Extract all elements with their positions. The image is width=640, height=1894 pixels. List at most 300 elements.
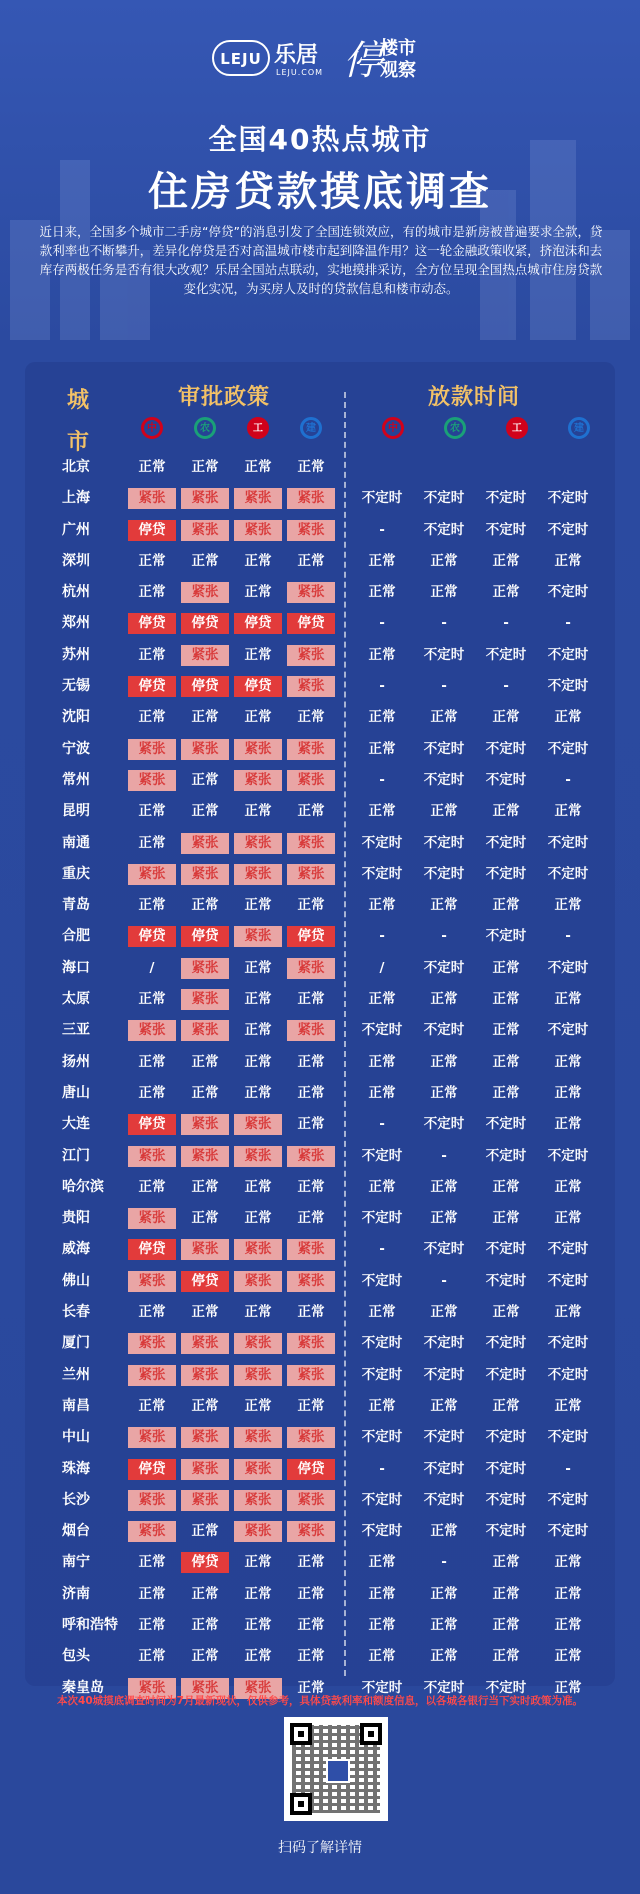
disburse-cell: 正常	[368, 709, 396, 726]
approval-cell: 正常	[297, 1679, 325, 1696]
disburse-cell: 正常	[430, 1523, 458, 1540]
approval-cell: 紧张	[234, 1333, 282, 1354]
disburse-cell: 正常	[368, 1648, 396, 1665]
qr-caption: 扫码了解详情	[278, 1840, 362, 1856]
approval-cell: 正常	[138, 1585, 166, 1602]
approval-cell: 正常	[191, 709, 219, 726]
city-name: 呼和浩特	[62, 1616, 118, 1633]
disburse-cell: 正常	[492, 1648, 520, 1665]
disburse-cell: 正常	[492, 584, 520, 601]
approval-cell: 紧张	[234, 1459, 282, 1480]
approval-cell: 正常	[297, 1554, 325, 1571]
approval-cell: 正常	[191, 897, 219, 914]
approval-cell: 紧张	[128, 1427, 176, 1448]
disburse-cell: 不定时	[361, 1147, 403, 1164]
icbc-icon: 工	[506, 417, 528, 439]
approval-cell: 紧张	[287, 488, 335, 509]
table-row	[0, 1234, 640, 1265]
approval-cell: 紧张	[287, 1020, 335, 1041]
approval-cell: 正常	[297, 1053, 325, 1070]
leju-logo-url: LEJU.COM	[276, 68, 324, 77]
disburse-cell: 不定时	[547, 1491, 589, 1508]
city-name: 南通	[62, 834, 90, 851]
disburse-cell: 正常	[492, 1397, 520, 1414]
disburse-cell: 正常	[492, 1178, 520, 1195]
disburse-cell: 正常	[554, 1679, 582, 1696]
approval-cell: 正常	[297, 1178, 325, 1195]
city-name: 哈尔滨	[62, 1178, 104, 1195]
disburse-cell: /	[379, 959, 385, 976]
disburse-cell: 正常	[554, 552, 582, 569]
approval-cell: 正常	[297, 1116, 325, 1133]
disburse-cell: 正常	[492, 1585, 520, 1602]
disburse-cell: 不定时	[485, 1460, 527, 1477]
approval-cell: 正常	[138, 552, 166, 569]
boc-icon: 中	[382, 417, 404, 439]
disburse-cell: -	[441, 928, 447, 945]
approval-cell: 正常	[244, 459, 272, 475]
approval-cell: 紧张	[128, 1146, 176, 1167]
city-name: 厦门	[62, 1335, 90, 1352]
disburse-cell: 不定时	[547, 740, 589, 757]
table-row	[0, 1485, 640, 1516]
approval-cell: 紧张	[287, 645, 335, 666]
disburse-cell: 不定时	[361, 1523, 403, 1540]
qr-finder-top-right	[360, 1723, 382, 1745]
disburse-cell: -	[565, 1460, 571, 1477]
disburse-cell: -	[441, 1554, 447, 1571]
approval-cell: 正常	[297, 1616, 325, 1633]
approval-cell: 正常	[191, 459, 219, 475]
disburse-cell: 不定时	[361, 1366, 403, 1383]
city-name: 烟台	[62, 1523, 90, 1540]
disburse-cell: 不定时	[361, 834, 403, 851]
disburse-cell: -	[379, 1241, 385, 1258]
approval-cell: 正常	[138, 1178, 166, 1195]
disburse-cell: 正常	[554, 1178, 582, 1195]
disburse-cell: 正常	[430, 1210, 458, 1227]
table-row	[0, 671, 640, 702]
disburse-cell: 正常	[430, 1397, 458, 1414]
abc-icon: 农	[444, 417, 466, 439]
approval-cell: 紧张	[234, 488, 282, 509]
approval-cell: 紧张	[181, 833, 229, 854]
disburse-cell: 不定时	[485, 771, 527, 788]
table-row	[0, 1109, 640, 1140]
leju-logo[interactable]: LEJU	[212, 40, 270, 76]
city-name: 太原	[62, 991, 90, 1008]
table-row	[0, 1266, 640, 1297]
approval-cell: 紧张	[234, 739, 282, 760]
approval-cell: 紧张	[181, 1490, 229, 1511]
approval-cell: 紧张	[181, 864, 229, 885]
disburse-cell: -	[441, 615, 447, 632]
city-name: 长沙	[62, 1491, 90, 1508]
approval-cell: 正常	[244, 1554, 272, 1571]
disburse-cell: 不定时	[547, 1272, 589, 1289]
table-row	[0, 796, 640, 827]
approval-cell: 正常	[244, 803, 272, 820]
disburse-cell: 不定时	[485, 1147, 527, 1164]
table-row	[0, 1015, 640, 1046]
table-row	[0, 890, 640, 921]
approval-cell: 紧张	[287, 1521, 335, 1542]
disburse-cell: 不定时	[423, 1366, 465, 1383]
table-row	[0, 1516, 640, 1547]
city-name: 上海	[62, 490, 90, 507]
table-row	[0, 1610, 640, 1641]
title-line1: 全国40热点城市	[208, 123, 432, 156]
disburse-cell: 正常	[492, 1616, 520, 1633]
table-row	[0, 546, 640, 577]
disburse-cell: 不定时	[361, 490, 403, 507]
approval-cell: 正常	[191, 552, 219, 569]
disburse-cell: 不定时	[423, 771, 465, 788]
city-name: 大连	[62, 1116, 90, 1133]
disburse-cell: 不定时	[423, 646, 465, 663]
approval-cell: 紧张	[128, 1678, 176, 1699]
disburse-cell: 不定时	[547, 1335, 589, 1352]
table-row	[0, 1328, 640, 1359]
approval-cell: 紧张	[234, 833, 282, 854]
approval-cell: 紧张	[128, 1490, 176, 1511]
city-name: 兰州	[62, 1366, 90, 1383]
approval-cell: 停贷	[234, 676, 282, 697]
approval-cell: 紧张	[181, 739, 229, 760]
approval-cell: 正常	[244, 1210, 272, 1227]
approval-cell: 正常	[191, 1210, 219, 1227]
disburse-cell: 不定时	[547, 646, 589, 663]
disburse-cell: 正常	[492, 552, 520, 569]
approval-cell: 正常	[297, 1304, 325, 1321]
approval-cell: 正常	[138, 1554, 166, 1571]
disburse-cell: 正常	[554, 1084, 582, 1101]
disburse-cell: -	[565, 928, 571, 945]
approval-cell: 正常	[138, 897, 166, 914]
disburse-cell: 不定时	[423, 1429, 465, 1446]
approval-cell: 正常	[297, 991, 325, 1008]
disburse-cell: 不定时	[423, 1460, 465, 1477]
approval-cell: 正常	[191, 771, 219, 788]
approval-cell: 紧张	[287, 1427, 335, 1448]
disburse-cell: 正常	[492, 897, 520, 914]
approval-cell: 正常	[244, 1084, 272, 1101]
disburse-cell: 正常	[554, 1210, 582, 1227]
disburse-cell: 不定时	[547, 490, 589, 507]
disburse-cell: 正常	[368, 1304, 396, 1321]
disburse-cell: 正常	[368, 552, 396, 569]
city-name: 唐山	[62, 1084, 90, 1101]
disburse-cell: 不定时	[547, 1022, 589, 1039]
approval-cell: 正常	[297, 803, 325, 820]
approval-cell: 紧张	[287, 520, 335, 541]
disburse-cell: 不定时	[423, 1335, 465, 1352]
table-row	[0, 640, 640, 671]
qr-finder-bottom-left	[290, 1793, 312, 1815]
disburse-cell: 不定时	[423, 740, 465, 757]
approval-cell: 正常	[297, 1397, 325, 1414]
approval-cell: 紧张	[234, 1678, 282, 1699]
approval-cell: 紧张	[287, 770, 335, 791]
city-name: 珠海	[62, 1460, 90, 1477]
disburse-cell: 不定时	[485, 1429, 527, 1446]
disburse-cell: -	[379, 928, 385, 945]
disburse-cell: 不定时	[547, 678, 589, 695]
approval-cell: 紧张	[128, 1020, 176, 1041]
disburse-cell: 不定时	[547, 1523, 589, 1540]
qr-code[interactable]	[284, 1717, 388, 1821]
disburse-header: 放款时间	[428, 385, 521, 410]
city-name: 贵阳	[62, 1210, 90, 1227]
disburse-cell: -	[379, 615, 385, 632]
disburse-cell: -	[441, 678, 447, 695]
disburse-cell: 正常	[430, 552, 458, 569]
disburse-cell: 正常	[554, 709, 582, 726]
table-row	[0, 1047, 640, 1078]
qr-center-logo	[326, 1759, 350, 1783]
approval-cell: 正常	[138, 1648, 166, 1665]
approval-cell: 停贷	[128, 1239, 176, 1260]
disburse-cell: 不定时	[423, 490, 465, 507]
approval-cell: 正常	[191, 1084, 219, 1101]
disburse-cell: -	[503, 615, 509, 632]
approval-cell: 紧张	[234, 1271, 282, 1292]
approval-cell: 紧张	[287, 582, 335, 603]
approval-cell: 正常	[138, 991, 166, 1008]
approval-cell: 紧张	[234, 770, 282, 791]
disburse-cell: 正常	[554, 1616, 582, 1633]
city-name: 常州	[62, 771, 90, 788]
disburse-cell: 不定时	[361, 1272, 403, 1289]
approval-cell: 紧张	[287, 1490, 335, 1511]
city-name: 北京	[62, 459, 90, 475]
table-row	[0, 452, 640, 483]
disburse-cell: 不定时	[485, 646, 527, 663]
approval-cell: 停贷	[128, 1459, 176, 1480]
disburse-cell: 不定时	[485, 490, 527, 507]
disburse-cell: 不定时	[361, 1491, 403, 1508]
disburse-cell: 正常	[430, 1648, 458, 1665]
approval-cell: 紧张	[181, 1114, 229, 1135]
disburse-cell: 正常	[554, 1397, 582, 1414]
approval-cell: 紧张	[287, 958, 335, 979]
approval-cell: 正常	[191, 1648, 219, 1665]
disburse-cell: -	[441, 1147, 447, 1164]
approval-cell: 正常	[244, 1397, 272, 1414]
approval-cell: 正常	[244, 646, 272, 663]
boc-icon: 中	[141, 417, 163, 439]
city-name: 海口	[62, 959, 90, 976]
approval-cell: 紧张	[287, 1271, 335, 1292]
approval-cell: 紧张	[234, 1365, 282, 1386]
approval-cell: 停贷	[181, 1552, 229, 1573]
abc-icon: 农	[194, 417, 216, 439]
disburse-cell: 正常	[368, 1554, 396, 1571]
approval-cell: 正常	[244, 1022, 272, 1039]
approval-cell: 正常	[297, 552, 325, 569]
approval-cell: 正常	[191, 1053, 219, 1070]
disburse-cell: 不定时	[423, 1491, 465, 1508]
city-name: 合肥	[62, 928, 90, 945]
approval-cell: 停贷	[128, 1114, 176, 1135]
approval-cell: 正常	[191, 1585, 219, 1602]
approval-cell: 正常	[191, 1523, 219, 1540]
table-row	[0, 1297, 640, 1328]
disburse-cell: 不定时	[485, 740, 527, 757]
disburse-cell: 正常	[368, 1616, 396, 1633]
approval-cell: 正常	[191, 1304, 219, 1321]
disburse-cell: 不定时	[547, 1366, 589, 1383]
city-name: 三亚	[62, 1022, 90, 1039]
approval-cell: 紧张	[234, 1146, 282, 1167]
approval-cell: 正常	[244, 959, 272, 976]
disburse-cell: 正常	[554, 1554, 582, 1571]
approval-cell: 停贷	[181, 1271, 229, 1292]
approval-cell: 正常	[138, 1397, 166, 1414]
table-row	[0, 828, 640, 859]
disburse-cell: 不定时	[547, 959, 589, 976]
disburse-cell: 不定时	[485, 1241, 527, 1258]
approval-cell: 紧张	[234, 1427, 282, 1448]
header	[0, 28, 640, 98]
table-row	[0, 765, 640, 796]
approval-cell: 正常	[244, 552, 272, 569]
approval-cell: 正常	[244, 1616, 272, 1633]
disburse-cell: 正常	[492, 959, 520, 976]
approval-cell: 正常	[297, 1084, 325, 1101]
city-name: 威海	[62, 1241, 90, 1258]
disburse-cell: 正常	[492, 803, 520, 820]
city-name: 中山	[62, 1429, 90, 1446]
table-row	[0, 921, 640, 952]
disburse-cell: 不定时	[423, 865, 465, 882]
disburse-cell: 不定时	[485, 834, 527, 851]
leju-logo-cn: 乐居	[274, 43, 319, 68]
approval-cell: 紧张	[181, 958, 229, 979]
disburse-cell: 不定时	[485, 1272, 527, 1289]
disburse-cell: 不定时	[485, 1366, 527, 1383]
table-row	[0, 1547, 640, 1578]
footnote: 本次40城摸底调查时间为7月最新现状，仅供参考，具体贷款利率和额度信息，以各城各银行当下实时政策为准。	[57, 1695, 583, 1707]
disburse-cell: 不定时	[423, 1241, 465, 1258]
city-name: 扬州	[62, 1053, 90, 1070]
approval-cell: 紧张	[181, 520, 229, 541]
table-row	[0, 1422, 640, 1453]
approval-cell: 紧张	[181, 1146, 229, 1167]
disburse-cell: 不定时	[423, 834, 465, 851]
disburse-cell	[542, 457, 594, 478]
approval-cell: 停贷	[181, 676, 229, 697]
approval-cell: 紧张	[128, 1521, 176, 1542]
table-row	[0, 515, 640, 546]
disburse-cell: 不定时	[547, 584, 589, 601]
title-line2: 住房贷款摸底调查	[148, 169, 492, 215]
city-name: 长春	[62, 1304, 90, 1321]
disburse-cell: 正常	[554, 1648, 582, 1665]
city-name: 重庆	[62, 865, 90, 882]
approval-cell: 紧张	[181, 1020, 229, 1041]
city-name: 深圳	[62, 552, 90, 569]
approval-cell: 紧张	[234, 1239, 282, 1260]
disburse-cell: 正常	[554, 1304, 582, 1321]
approval-cell: 正常	[138, 1053, 166, 1070]
disburse-cell: 正常	[430, 1304, 458, 1321]
table-row	[0, 1579, 640, 1610]
approval-cell: 紧张	[287, 1333, 335, 1354]
table-row	[0, 608, 640, 639]
approval-cell: 紧张	[181, 1365, 229, 1386]
approval-cell: 正常	[138, 584, 166, 601]
disburse-cell: 不定时	[423, 959, 465, 976]
disburse-cell: 正常	[430, 584, 458, 601]
city-name: 秦皇岛	[62, 1679, 104, 1696]
approval-cell: 紧张	[128, 1208, 176, 1229]
approval-cell: 紧张	[181, 989, 229, 1010]
city-name: 苏州	[62, 646, 90, 663]
disburse-cell: 正常	[430, 991, 458, 1008]
disburse-cell: -	[379, 521, 385, 538]
approval-cell: 正常	[297, 709, 325, 726]
disburse-cell: 正常	[492, 1053, 520, 1070]
table-row	[0, 1141, 640, 1172]
city-name: 广州	[62, 521, 90, 538]
city-name: 南昌	[62, 1397, 90, 1414]
table-row	[0, 1641, 640, 1672]
disburse-cell: 正常	[492, 709, 520, 726]
approval-cell: 紧张	[128, 1333, 176, 1354]
disburse-cell: 不定时	[485, 521, 527, 538]
approval-cell: 停贷	[234, 613, 282, 634]
city-name: 青岛	[62, 897, 90, 914]
approval-cell: 正常	[138, 459, 166, 475]
disburse-cell: 不定时	[485, 865, 527, 882]
city-name: 江门	[62, 1147, 90, 1164]
disburse-cell: 正常	[554, 1116, 582, 1133]
approval-cell: 紧张	[287, 739, 335, 760]
approval-cell: 紧张	[181, 1427, 229, 1448]
disburse-cell: 正常	[430, 1084, 458, 1101]
disburse-cell: 不定时	[547, 1429, 589, 1446]
approval-cell: 紧张	[128, 770, 176, 791]
approval-cell: 正常	[244, 1585, 272, 1602]
approval-cell: 紧张	[128, 1365, 176, 1386]
approval-cell: 正常	[138, 1616, 166, 1633]
approval-cell: 正常	[138, 1304, 166, 1321]
disburse-cell: 不定时	[361, 1210, 403, 1227]
disburse-cell: 不定时	[485, 1116, 527, 1133]
city-name: 包头	[62, 1648, 90, 1665]
approval-cell: 正常	[297, 1210, 325, 1227]
approval-cell: 停贷	[128, 520, 176, 541]
approval-cell: 紧张	[234, 1490, 282, 1511]
disburse-cell: 不定时	[485, 1491, 527, 1508]
disburse-cell: -	[441, 1272, 447, 1289]
disburse-cell: 不定时	[361, 1335, 403, 1352]
disburse-cell: 不定时	[547, 1147, 589, 1164]
table-row	[0, 984, 640, 1015]
disburse-cell: 正常	[430, 1178, 458, 1195]
approval-cell: 正常	[138, 803, 166, 820]
approval-cell: 停贷	[181, 926, 229, 947]
disburse-cell: 不定时	[361, 865, 403, 882]
city-column-header: 城市	[66, 388, 89, 455]
approval-cell: 停贷	[128, 926, 176, 947]
approval-cell: 正常	[138, 646, 166, 663]
disburse-cell: 正常	[492, 1084, 520, 1101]
city-name: 昆明	[62, 803, 90, 820]
approval-cell: 紧张	[287, 864, 335, 885]
approval-cell: 紧张	[181, 488, 229, 509]
